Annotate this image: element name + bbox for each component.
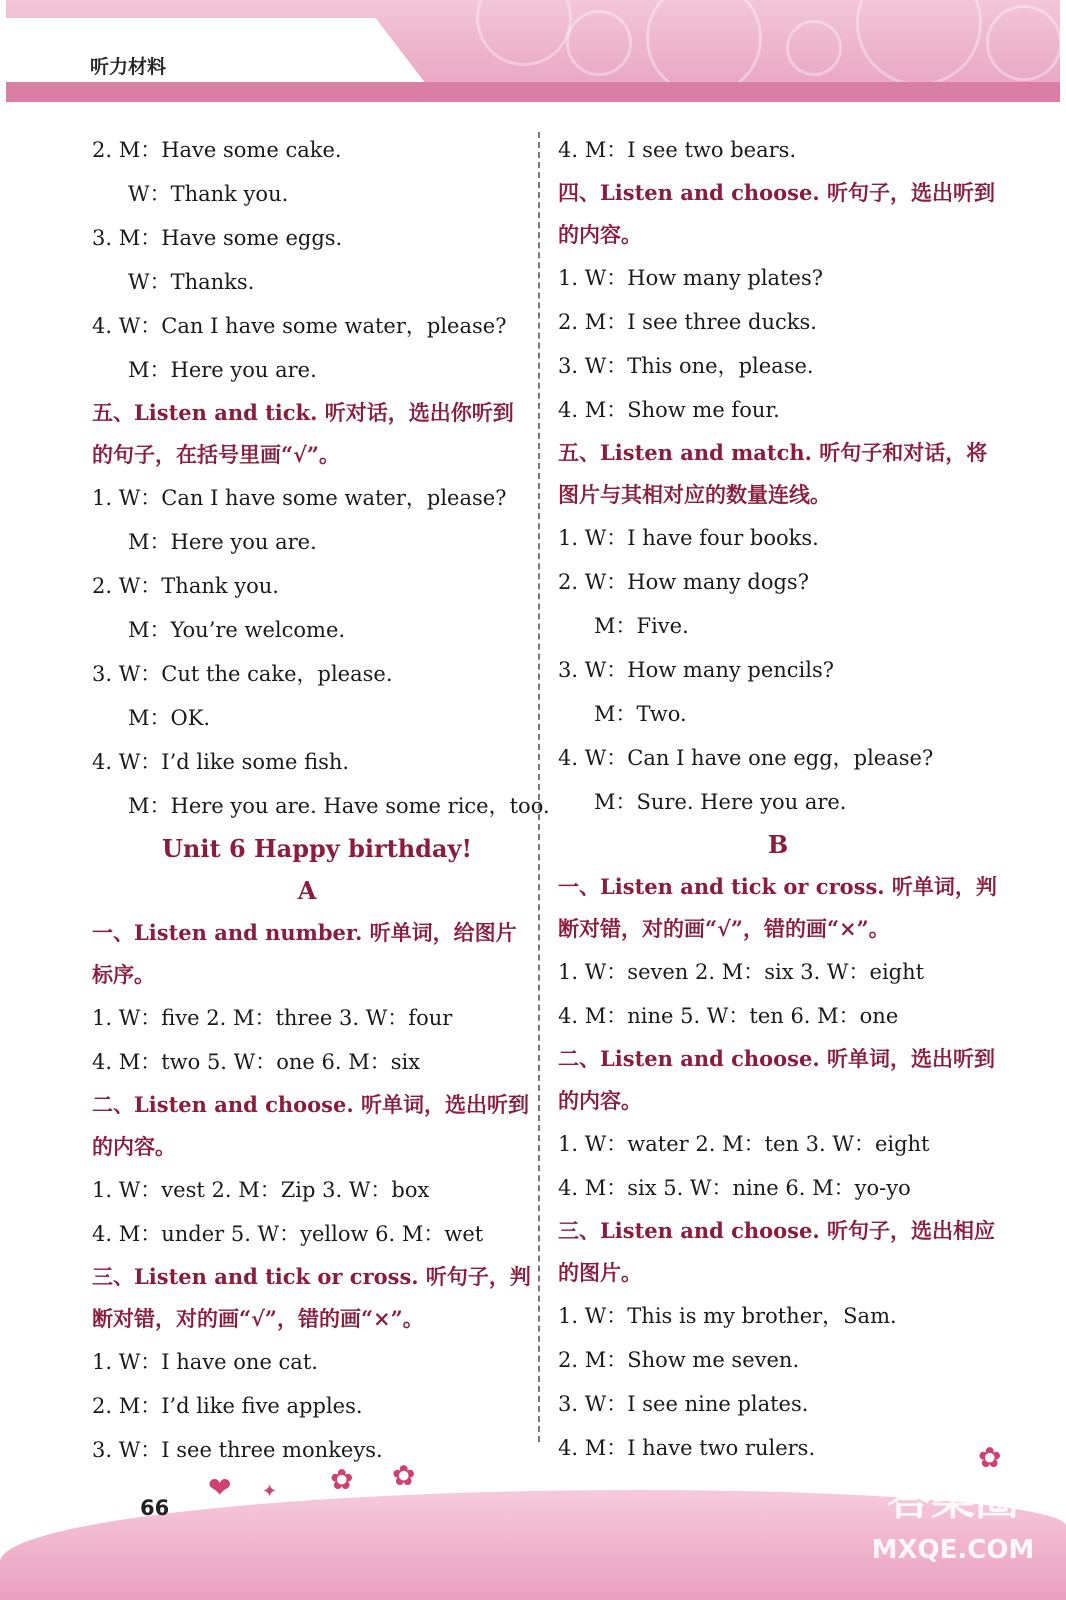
page-header xyxy=(6,0,1060,102)
header-bar xyxy=(6,82,1060,102)
dialogue-line: 1. W：water 2. M：ten 3. W：eight xyxy=(558,1132,930,1156)
dialogue-line: 4. W：Can I have one egg，please? xyxy=(558,746,934,770)
watermark-line1: 答案圈 xyxy=(887,1474,1019,1525)
dialogue-line: 1. W：I have four books. xyxy=(558,526,819,550)
dialogue-reply: M：Sure. Here you are. xyxy=(594,790,847,814)
left-column xyxy=(92,128,550,1472)
dialogue-line: 1. W：five 2. M：three 3. W：four xyxy=(92,1006,453,1030)
section-heading: 四、Listen and choose. 听句子，选出听到 xyxy=(558,180,995,205)
dialogue-line: 2. M：I see three ducks. xyxy=(558,310,817,334)
dialogue-line: 2. W：How many dogs? xyxy=(558,570,809,594)
dialogue-line: 1. W：seven 2. M：six 3. W：eight xyxy=(558,960,925,984)
dialogue-line: 3. W：How many pencils? xyxy=(558,658,835,682)
section-heading: 一、Listen and tick or cross. 听单词，判 xyxy=(558,874,997,899)
dialogue-line: 1. W：This is my brother，Sam. xyxy=(558,1304,897,1328)
unit-title: Unit 6 Happy birthday! xyxy=(162,834,472,863)
dialogue-line: 4. M：Show me four. xyxy=(558,398,780,422)
dialogue-reply: W：Thank you. xyxy=(128,182,289,206)
section-heading: 二、Listen and choose. 听单词，选出听到 xyxy=(92,1092,529,1117)
right-column xyxy=(558,128,998,1470)
header-title: 听力材料 xyxy=(90,56,167,78)
section-heading: 三、Listen and choose. 听句子，选出相应 xyxy=(558,1218,995,1243)
dialogue-line: 4. W：I’d like some fish. xyxy=(92,750,350,774)
dialogue-line: 4. M：I see two bears. xyxy=(558,138,797,162)
header-band xyxy=(6,18,426,84)
star-icon: ✦ xyxy=(262,1481,278,1502)
section-heading: 一、Listen and number. 听单词，给图片 xyxy=(92,920,517,945)
dialogue-reply: M：Five. xyxy=(594,614,689,638)
dialogue-line: 2. M：Have some cake. xyxy=(92,138,342,162)
dialogue-reply: M：OK. xyxy=(128,706,211,730)
section-heading: 的内容。 xyxy=(558,222,642,247)
section-heading: 断对错，对的画“√”，错的画“×”。 xyxy=(558,916,890,941)
dialogue-line: 3. W：I see three monkeys. xyxy=(92,1438,383,1462)
flower-icon: ✿ xyxy=(392,1459,416,1492)
dialogue-line: 1. W：Can I have some water，please? xyxy=(92,486,507,510)
dialogue-line: 4. W：Can I have some water，please? xyxy=(92,314,507,338)
dialogue-reply: M：Here you are. Have some rice，too. xyxy=(128,794,550,818)
section-heading: 三、Listen and tick or cross. 听句子，判 xyxy=(92,1264,531,1289)
dialogue-line: 1. W：vest 2. M：Zip 3. W：box xyxy=(92,1178,430,1202)
dialogue-line: 4. M：I have two rulers. xyxy=(558,1436,816,1460)
dialogue-line: 1. W：How many plates? xyxy=(558,266,823,290)
dialogue-line: 1. W：I have one cat. xyxy=(92,1350,318,1374)
dialogue-reply: M：You’re welcome. xyxy=(128,618,346,642)
section-heading: 五、Listen and match. 听句子和对话，将 xyxy=(558,440,988,465)
watermark-line2: MXQE.COM xyxy=(871,1535,1035,1565)
section-heading: 的句子，在括号里画“√”。 xyxy=(92,442,340,467)
watermark xyxy=(868,1470,1038,1590)
dialogue-reply: W：Thanks. xyxy=(128,270,255,294)
part-label: A xyxy=(297,876,317,905)
flower-icon: ✿ xyxy=(978,1441,1002,1474)
part-label: B xyxy=(767,830,789,859)
section-heading: 五、Listen and tick. 听对话，选出你听到 xyxy=(92,400,514,425)
dialogue-line: 4. M：nine 5. W：ten 6. M：one xyxy=(558,1004,899,1028)
dialogue-line: 4. M：under 5. W：yellow 6. M：wet xyxy=(92,1222,484,1246)
dialogue-reply: M：Two. xyxy=(594,702,687,726)
dialogue-line: 4. M：six 5. W：nine 6. M：yo-yo xyxy=(558,1176,911,1200)
dialogue-line: 3. W：Cut the cake，please. xyxy=(92,662,393,686)
section-heading: 图片与其相对应的数量连线。 xyxy=(558,482,831,507)
dialogue-line: 4. M：two 5. W：one 6. M：six xyxy=(92,1050,421,1074)
dialogue-line: 2. M：Show me seven. xyxy=(558,1348,800,1372)
flower-icon: ✿ xyxy=(330,1463,354,1496)
section-heading: 的内容。 xyxy=(92,1134,176,1159)
section-heading: 二、Listen and choose. 听单词，选出听到 xyxy=(558,1046,995,1071)
page-number: 66 xyxy=(140,1496,170,1520)
heart-icon: ❤ xyxy=(208,1471,232,1504)
section-heading: 标序。 xyxy=(92,962,155,987)
section-heading: 的内容。 xyxy=(558,1088,642,1113)
dialogue-line: 3. W：I see nine plates. xyxy=(558,1392,809,1416)
dialogue-line: 3. W：This one，please. xyxy=(558,354,814,378)
section-heading: 断对错，对的画“√”，错的画“×”。 xyxy=(92,1306,424,1331)
dialogue-line: 3. M：Have some eggs. xyxy=(92,226,343,250)
dialogue-reply: M：Here you are. xyxy=(128,358,317,382)
section-heading: 的图片。 xyxy=(558,1260,642,1285)
dialogue-reply: M：Here you are. xyxy=(128,530,317,554)
dialogue-line: 2. M：I’d like five apples. xyxy=(92,1394,363,1418)
dialogue-line: 2. W：Thank you. xyxy=(92,574,279,598)
